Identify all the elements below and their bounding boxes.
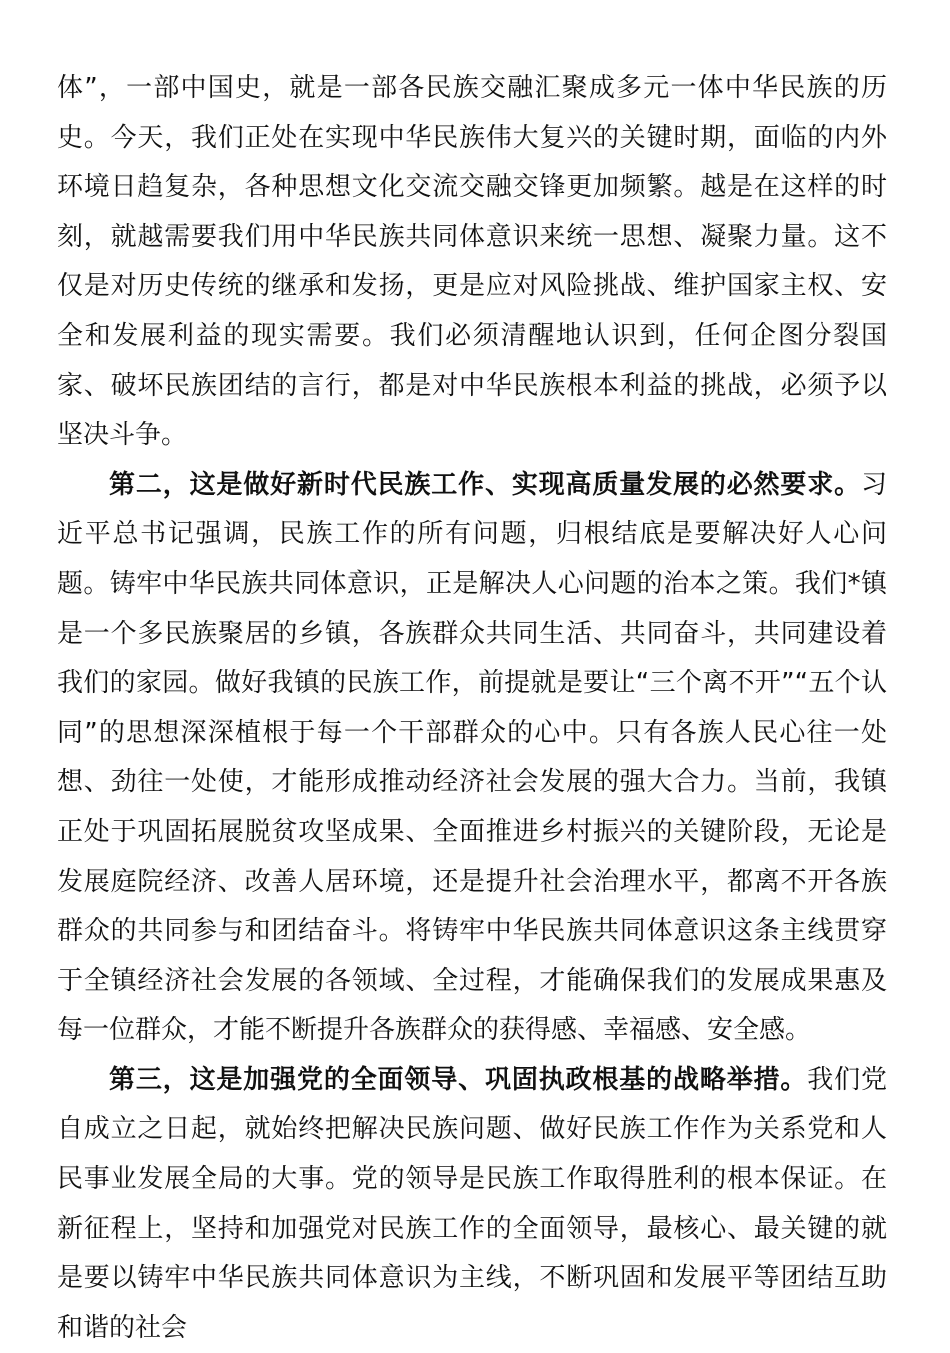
- paragraph-3: [57, 1056, 887, 1353]
- paragraph-2-text: 习近平总书记强调，民族工作的所有问题，归根结底是要解决好人心问题。铸牢中华民族共同体意识，正是解决人心问题的治本之策。我们*镇是一个多民族聚居的乡镇，各族群众共同生活、共同奋斗，共同建设着我们的家园。做好我镇的民族工作，前提就是要让“三个离不开”“五个认同”的思想深深植根于每一个干部群众的心中。只有各族人民心往一处想、劲往一处使，才能形成推动经济社会发展的强大合力。当前，我镇正处于巩固拓展脱贫攻坚成果、全面推进乡村振兴的关键阶段，无论是发展庭院经济、改善人居环境，还是提升社会治理水平，都离不开各族群众的共同参与和团结奋斗。将铸牢中华民族共同体意识这条主线贯穿于全镇经济社会发展的各领域、全过程，才能确保我们的发展成果惠及每一位群众，才能不断提升各族群众的获得感、幸福感、安全感。: [57, 469, 887, 1046]
- document-page: [57, 64, 887, 1353]
- paragraph-1-text: 体”，一部中国史，就是一部各民族交融汇聚成多元一体中华民族的历史。今天，我们正处在实现中华民族伟大复兴的关键时期，面临的内外环境日趋复杂，各种思想文化交流交融交锋更加频繁。越是在这样的时刻，就越需要我们用中华民族共同体意识来统一思想、凝聚力量。这不仅是对历史传统的继承和发扬，更是应对风险挑战、维护国家主权、安全和发展利益的现实需要。我们必须清醒地认识到，任何企图分裂国家、破坏民族团结的言行，都是对中华民族根本利益的挑战，必须予以坚决斗争。: [57, 73, 887, 451]
- paragraph-2: [57, 461, 887, 1056]
- paragraph-1: [57, 64, 887, 461]
- paragraph-3-heading: 第三，这是加强党的全面领导、巩固执政根基的战略举措。: [109, 1064, 808, 1095]
- paragraph-3-text: 我们党自成立之日起，就始终把解决民族问题、做好民族工作作为关系党和人民事业发展全局的大事。党的领导是民族工作取得胜利的根本保证。在新征程上，坚持和加强党对民族工作的全面领导，最核心、最关键的就是要以铸牢中华民族共同体意识为主线，不断巩固和发展平等团结互助和谐的社会: [57, 1064, 887, 1343]
- paragraph-2-heading: 第二，这是做好新时代民族工作、实现高质量发展的必然要求。: [109, 469, 861, 500]
